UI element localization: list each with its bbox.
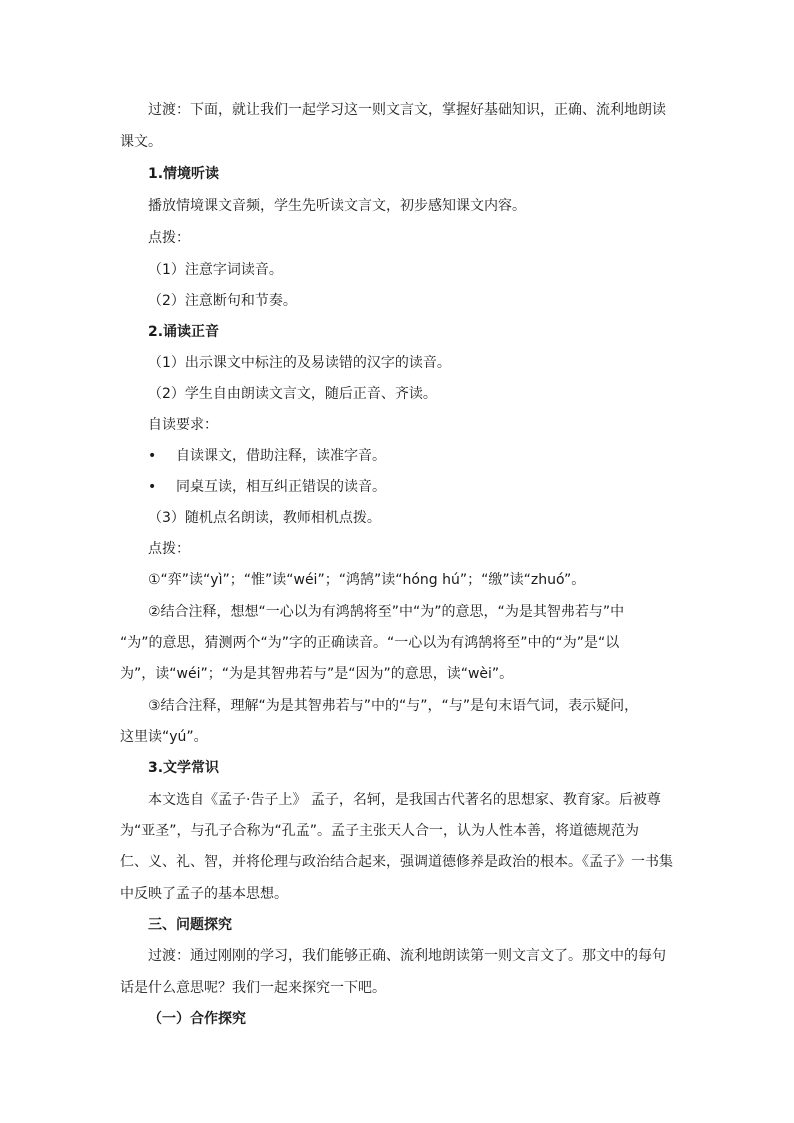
paragraph-line: 播放情境课文音频，学生先听读文言文，初步感知课文内容。: [148, 198, 526, 214]
bullet-text: 自读课文，借助注释，读准字音。: [176, 448, 386, 464]
paragraph-line: （3）随机点名朗读，教师相机点拨。: [148, 510, 381, 526]
paragraph-line: ②结合注释，想想“一心以为有鸿鹄将至”中“为”的意思，“为是其智弗若与”中: [148, 604, 625, 620]
bullet-item: [148, 446, 386, 466]
paragraph-line: （2）注意断句和节奏。: [148, 293, 297, 309]
bullet-text: 同桌互读，相互纠正错误的读音。: [176, 479, 386, 495]
paragraph-line: 本文选自《孟子·告子上》 孟子，名轲，是我国古代著名的思想家、教育家。后被尊: [148, 792, 661, 808]
paragraph-line: 中反映了孟子的基本思想。: [120, 886, 288, 902]
section-heading: 三、问题探究: [148, 917, 232, 933]
paragraph-line: 过渡：通过刚刚的学习，我们能够正确、流利地朗读第一则文言文了。那文中的每句: [148, 948, 666, 964]
bullet-item: [148, 477, 386, 497]
paragraph-line: 这里读“yú”。: [120, 729, 208, 745]
paragraph-line: 为“亚圣”，与孔子合称为“孔孟”。孟子主张天人合一，认为人性本善，将道德规范为: [120, 823, 640, 839]
section-heading: 3.文学常识: [148, 760, 220, 776]
paragraph-line: 点拨：: [148, 541, 190, 557]
bullet-icon: •: [148, 448, 157, 464]
section-heading: 1.情境听读: [148, 166, 220, 182]
bullet-icon: •: [148, 479, 157, 495]
section-heading: （一）合作探究: [148, 1011, 246, 1027]
paragraph-line: 仁、义、礼、智，并将伦理与政治结合起来，强调道德修养是政治的根本。《孟子》一书集: [120, 854, 673, 870]
paragraph-line: 自读要求：: [148, 417, 218, 433]
paragraph-line: ①“弈”读“yì”；“惟”读“wéi”；“鸿鹄”读“hóng hú”；“缴”读“zhuó”。: [148, 572, 586, 588]
paragraph-line: （1）出示课文中标注的及易读错的汉字的读音。: [148, 355, 451, 371]
paragraph-line: （2）学生自由朗读文言文，随后正音、齐读。: [148, 386, 437, 402]
paragraph-line: 课文。: [120, 134, 162, 150]
paragraph-line: “为”的意思，猜测两个“为”字的正确读音。“一心以为有鸿鹄将至”中的“为”是“以: [120, 635, 620, 651]
paragraph-line: （1）注意字词读音。: [148, 262, 283, 278]
section-heading: 2.诵读正音: [148, 324, 220, 340]
paragraph-line: ③结合注释，理解“为是其智弗若与”中的“与”，“与”是句末语气词，表示疑问，: [148, 698, 639, 714]
paragraph-line: 点拨：: [148, 230, 190, 246]
paragraph-line: 过渡：下面，就让我们一起学习这一则文言文，掌握好基础知识，正确、流利地朗读: [148, 102, 666, 118]
paragraph-line: 为”，读“wéi”；“为是其智弗若与”是“因为”的意思，读“wèi”。: [120, 666, 514, 682]
paragraph-line: 话是什么意思呢？我们一起来探究一下吧。: [120, 980, 386, 996]
